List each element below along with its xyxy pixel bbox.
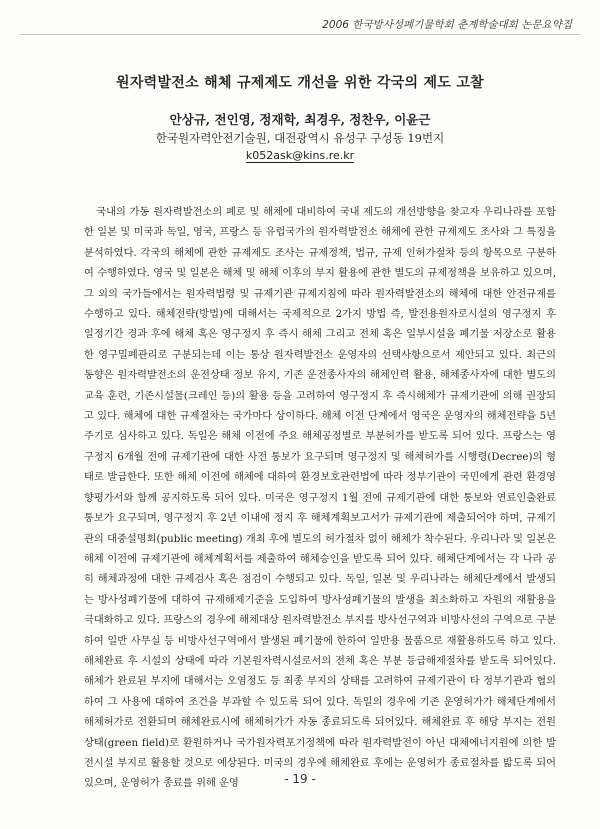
author-email	[0, 149, 600, 162]
running-header: 2006 한국방사성폐기물학회 춘계학술대회 논문요약집	[322, 19, 572, 31]
author-list: 안상규, 전인영, 정재학, 최경우, 정찬우, 이윤근	[169, 112, 431, 127]
paper-title: 원자력발전소 해체 규제제도 개선을 위한 각국의 제도 고찰	[116, 75, 484, 91]
abstract-body	[84, 203, 556, 795]
header-divider	[20, 34, 580, 35]
page-number: - 19 -	[284, 772, 316, 786]
abstract-paragraph: 국내의 가동 원자력발전소의 폐로 및 해체에 대비하여 국내 제도의 개선방향을 찾고자 우리나라를 포함한 일본 및 미국과 독일, 영국, 프랑스 등 유럽국가의 원자력발전소 해체에 관한 규제제도 조사와 그 특징을 분석하였다. 각국의 해체에 관한 규제제도 조사는 규제정책, 법규, 규제 인허가절차 등의 항목으로 구분하여 수행하였다. 영국 및 일본은 해체 및 해체 이후의 부지 활용에 관한 별도의 규제정책을 보유하고 있으며, 그 외의 국가들에서는 원자력법령 및 규제기관 규제지침에 따라 원자력발전소의 해체에 대한 안전규제를 수행하고 있다. 해체전략(방법)에 대해서는 국제적으로 2가지 방법 즉, 발전용원자로시설의 영구정지 후 일정기간 경과 후에 해체 혹은 영구정지 후 즉시 해체 그리고 전체 혹은 일부시설을 폐기물 저장소로 활용한 영구밀폐관리로 구분되는데 이는 통상 원자력발전소 운영자의 선택사항으로서 제안되고 있다. 최근의 동향은 원자력발전소의 운전상태 정보 유지, 기존 운전종사자의 해체인력 활용, 해체종사자에 대한 별도의 교육 훈련, 기존시설물(크레인 등)의 활용 등을 고려하여 영구정지 후 즉시해체가 규제기관에 의해 권장되고 있다. 해체에 대한 규제절차는 국가마다 상이하다. 해체 이전 단계에서 영국은 운영자의 해체전략을 5년 주기로 심사하고 있다. 독일은 해체 이전에 주요 해체공정별로 부분허가를 받도록 되어 있다. 프랑스는 영구정지 6개월 전에 규제기관에 대한 사전 통보가 요구되며 영구정지 및 해체허가를 시행령(Decree)의 형태로 발급한다. 또한 해체 이전에 해체에 대하여 환경보호관련법에 따라 정부기관이 국민에게 관련 환경영향평가서와 함께 공지하도록 되어 있다. 미국은 영구정지 1월 전에 규제기관에 대한 통보와 연료인출완료 통보가 요구되며, 영구정지 후 2년 이내에 정지 후 해체계획보고서가 규제기관에 제출되어야 하며, 규제기관의 대중설명회(public meeting) 개최 후에 별도의 허가절차 없이 해체가 착수된다. 우리나라 및 일본은 해체 이전에 규제기관에 해체계획서를 제출하여 해체승인을 받도록 되어 있다. 해체단계에서는 각 나라 공히 해체과정에 대한 규제검사 혹은 점검이 수행되고 있다. 독일, 일본 및 우리나라는 해체단계에서 발생되는 방사성폐기물에 대하여 규제해제기준을 도입하여 방사성폐기물의 발생을 최소화하고 자원의 재활용을 극대화하고 있다. 프랑스의 경우에 해체대상 원자력발전소 부지를 방사선구역과 비방사선의 구역으로 구분하여 일반 사무실 등 비방사선구역에서 발생된 폐기물에 한하여 일반용 물품으로 재활용하도록 하고 있다. 해체완료 후 시설의 상태에 따라 기본원자력시설로서의 전체 혹은 부분 등급해제절차를 받도록 되어있다. 해체가 완료된 부지에 대해서는 오염정도 등 최종 부지의 상태를 고려하여 규제기관이 타 정부기관과 협의하여 그 사용에 대하여 조건을 부과할 수 있도록 되어 있다. 독일의 경우에 기존 운영허가가 해체단계에서 해체허가로 전환되며 해체완료시에 해체허가가 자동 종료되도록 되어있다. 해체완료 후 해당 부지는 전원상태(green field)로 환원하거나 국가원자력포기정책에 따라 원자력발전이 아닌 대체에너지원에 의한 발전시설 부지로 활용할 것으로 예상된다. 미국의 경우에 해체완료 후에는 운영허가 종료절차를 밟도록 되어 있으며, 운영허가 종료를 위해 운영	[84, 207, 556, 790]
affiliation: 한국원자력안전기술원, 대전광역시 유성구 구성동 19번지	[155, 131, 445, 145]
email-link[interactable]: k052ask@kins.re.kr	[245, 149, 355, 162]
